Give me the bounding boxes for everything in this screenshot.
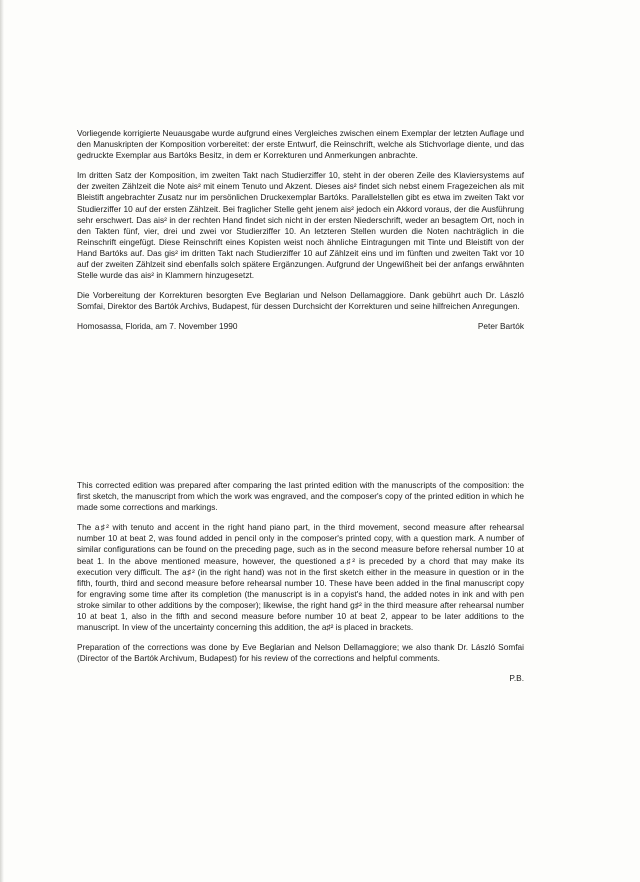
german-paragraph-3: Die Vorbereitung der Korrekturen besorgten Eve Beglarian und Nelson Dellamaggiore. Dank gebührt auch Dr. László Somfai, Direktor des Bartók Archivs, Budapest, für dessen Durchsicht der Korrekturen und seine hilfreichen Anregungen.	[77, 290, 524, 312]
english-paragraph-3: Preparation of the corrections was done by Eve Beglarian and Nelson Dellamaggiore; we also thank Dr. László Somfai (Director of the Bartók Archivum, Budapest) for his review of the corrections and helpful comments.	[77, 642, 524, 664]
scan-edge	[0, 0, 4, 882]
german-foreword	[77, 128, 524, 333]
place-date: Homosassa, Florida, am 7. November 1990	[77, 321, 238, 332]
german-paragraph-2: Im dritten Satz der Komposition, im zweiten Takt nach Studierziffer 10, steht in der oberen Zeile des Klaviersystems auf der zweiten Zählzeit die Note ais² mit einem Tenuto und Akzent. Dieses ais² findet sich nebst einem Fragezeichen als mit Bleistift angebrachter Zusatz nur im persönlichen Druckexemplar Bartóks. Parallelstellen gibt es etwa im zweiten Takt vor Studierziffer 10 auf der ersten Zählzeit. Bei fraglicher Stelle geht jenem ais² jedoch ein Akkord voraus, der die Ausführung sehr erschwert. Das ais² in der rechten Hand findet sich nicht in der ersten Niederschrift, weder an besagtem Ort, noch in den Takten fünf, vier, drei und zwei vor Studierziffer 10. An letzteren Stellen wurden die Noten nachträglich in die Reinschrift eingefügt. Diese Reinschrift eines Kopisten weist noch ähnliche Eintragungen mit Tinte und Bleistift von der Hand Bartóks auf. Das gis² im dritten Takt nach Studierziffer 10 auf Zählzeit eins und im fünften und zweiten Takt vor 10 auf der zweiten Zählzeit sind ebenfalls solch spätere Ergänzungen. Aufgrund der Ungewißheit bei der anfangs erwähnten Stelle wurde das ais² in Klammern hinzugesetzt.	[77, 170, 524, 281]
german-signature-line	[77, 321, 524, 332]
german-paragraph-1: Vorliegende korrigierte Neuausgabe wurde aufgrund eines Vergleiches zwischen einem Exemplar der letzten Auflage und den Manuskripten der Komposition vorbereitet: der erste Entwurf, die Reinschrift, welche als Stichvorlage diente, und das gedruckte Exemplar aus Bartóks Besitz, in dem er Korrekturen und Anmerkungen anbrachte.	[77, 128, 524, 161]
signature: Peter Bartók	[477, 321, 524, 332]
english-paragraph-2: The a♯² with tenuto and accent in the right hand piano part, in the third movement, second measure after rehearsal number 10 at beat 2, was found added in pencil only in the composer's printed copy, with a question mark. A number of similar configurations can be found on the preceding page, such as in the second measure before rehersal number 10 at beat 1. In the above mentioned measure, however, the questioned a♯² is preceded by a chord that may make its execution very difficult. The a♯² (in the right hand) was not in the first sketch either in the measure in question or in the fifth, fourth, third and second measure before rehearsal number 10. These have been added in the final manuscript copy for engraving some time after its completion (the manuscript is in a copyist's hand, the added notes in ink and with pen stroke similar to other additions by the composer); likewise, the right hand g♯² in the third measure after rehearsal number 10 at beat 1, also in the fifth and second measure before number 10 at beat 2, appear to be later additions to the manuscript. In view of the uncertainty concerning this addition, the a♯² is placed in brackets.	[77, 522, 524, 633]
initials: P.B.	[509, 673, 524, 684]
english-paragraph-1: This corrected edition was prepared after comparing the last printed edition with the manuscripts of the composition: the first sketch, the manuscript from which the work was engraved, and the composer's copy of the printed edition in which he made some corrections and markings.	[77, 480, 524, 513]
english-foreword	[77, 480, 524, 685]
